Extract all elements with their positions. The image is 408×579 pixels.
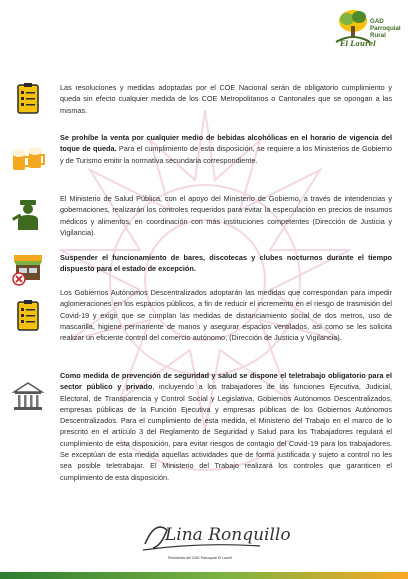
logo-name-line: Rural [370,32,386,39]
logo-name [370,18,401,39]
beer-mugs-icon [10,142,46,176]
measure-text: Las resoluciones y medidas adoptadas por el COE Nacional serán de obligatorio cumplimiento y queda sin efecto cualquier medida de los COE Metropolitanos o Cantonales que se opongan a las mismas. [60,83,392,115]
closed-shop-icon [10,252,46,286]
signature-name: Lina Ronquillo [165,525,291,545]
measure-text: Se prohíbe la venta por cualquier medio de bebidas alcohólicas en el horario de vigencia del toque de queda. Para el cumplimiento de esta disposición, se requiere a los Ministerios de Gobierno y de Turismo emitir la normativa secundaria correspondiente. [60,133,392,165]
signature-caption: Presidenta del GAD Parroquial El Laurel [167,556,233,560]
tree-logo-icon [334,8,376,48]
checklist-icon [10,299,46,333]
signature [125,500,291,560]
measure-text: Como medida de prevención de seguridad y salud se dispone el teletrabajo obligatorio para el sector público y privado, incluyendo a los trabajadores de las funciones Ejecutiva, Judicial, Electoral, de Transparencia y Control Social y Legislativa, Gobiernos Autónomos Descentralizados, empresas públicas de la Función Ejecutiva y empresas públicas de los Gobiernos Autónomos Descentralizados. Para el cumplimiento de esta medida, el Ministerio del Trabajo en el marco de lo prescrito en el artículo 3 del Reglamento de Seguridad y Salud para los Trabajadores regulará el cumplimiento de esta disposición, para evitar riesgos de contagio del Covid-19 para los trabajadores. Se exceptúan de esta medida aquellas actividades que de forma justificada y sujeto a control no les sea posible teletrabajar. El Ministerio del Trabajo realizará los controles que garanticen el cumplimiento de esta disposición. [60,371,392,482]
measure-text: Suspender el funcionamiento de bares, discotecas y clubes nocturnos durante el tiempo dispuesto para el estado de excepción. [60,253,392,274]
footer-color-bar [0,572,408,579]
logo-name-line: GAD [370,18,384,25]
police-officer-icon [10,198,46,232]
logo-script-text: El Laurel [340,39,376,48]
checklist-icon [10,82,46,116]
gad-logo [334,8,404,48]
measure-text: El Ministerio de Salud Pública, con el apoyo del Ministerio de Gobierno, a través de intendencias y gobernaciones, realizarán los controles requeridos para evitar la especulación en precios de insumos médicos y alimentos, en coordinación con más instituciones competentes (Dirección de Justicia y Vigilancia). [60,194,392,237]
measure-text: Los Gobiernos Autónomos Descentralizados adoptarán las medidas que correspondan para impedir aglomeraciones en los espacios públicos, a fin de reducir el incremento en el riesgo de trasmisión del Covid-19 y exigir que se cumplan las medidas de distanciamiento social de dos metros, uso de mascarilla, higiene permanente de manos y asegurar espacios ventilados, así como se les solicita realizar un eficiente control del comercio autónomo, (Dirección de Justicia y Vigilancia). [60,288,392,343]
logo-name-line: Parroquial [370,25,401,32]
government-building-icon [10,380,46,414]
